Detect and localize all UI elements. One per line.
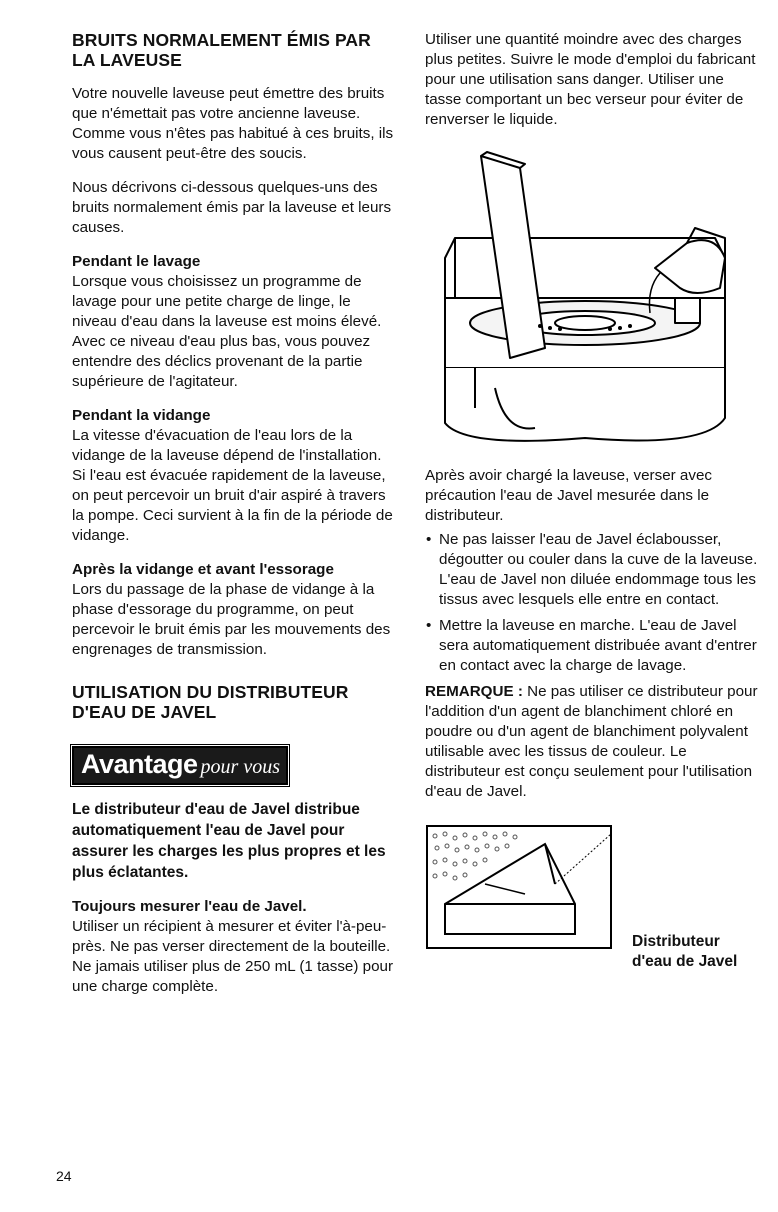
paragraph-essorage: Lors du passage de la phase de vidange à la phase d'essorage du programme, on peut percevoir le bruit émis par les mouvements des engrenages de transmission. — [72, 581, 391, 658]
banner-main-text: Avantage — [81, 749, 198, 779]
left-column — [72, 30, 394, 1011]
bold-paragraph: Le distributeur d'eau de Javel distribue automatiquement l'eau de Javel pour assurer les charges les plus propres et les plus éclatantes. — [72, 801, 386, 881]
washer-illustration — [425, 148, 760, 448]
dispenser-callout-label: Distributeur d'eau de Javel — [632, 933, 738, 970]
subheading-lavage: Pendant le lavage — [72, 253, 201, 270]
right-paragraph-1: Utiliser une quantité moindre avec des charges plus petites. Suivre le mode d'emploi du fabricant pour une utilisation sans danger. Utiliser une tasse comportant un bec verseur pour éviter de renverser le liquide. — [425, 31, 756, 128]
avantage-banner — [72, 746, 288, 785]
remarque-label: REMARQUE : — [425, 683, 523, 700]
right-paragraph-2: Après avoir chargé la laveuse, verser avec précaution l'eau de Javel mesurée dans le distributeur. — [425, 467, 713, 524]
remarque-text: Ne pas utiliser ce distributeur pour l'addition d'un agent de blanchiment chloré en poudre ou d'un agent de blanchiment polyvalent utilisable avec les tissus de couleur. Le distributeur est conçu seulement pour l'utilisation d'eau de Javel. — [425, 683, 758, 800]
intro-paragraph-1: Votre nouvelle laveuse peut émettre des bruits que n'émettait pas votre ancienne laveuse. Comme vous n'êtes pas habitué à ces bruits, ils vous causent peut-être des soucis. — [72, 85, 394, 162]
list-item: • Ne pas laisser l'eau de Javel éclabousser, dégoutter ou couler dans la cuve de la laveuse. L'eau de Javel non diluée endommage tous les tissus avec lesquels elle entre en contact. — [425, 530, 760, 610]
banner-script-text: pour vous — [200, 756, 280, 778]
page-number: 24 — [56, 1168, 72, 1184]
subheading-mesurer: Toujours mesurer l'eau de Javel. — [72, 898, 307, 915]
intro-paragraph-2: Nous décrivons ci-dessous quelques-uns des bruits normalement émis par la laveuse et leurs causes. — [72, 179, 392, 236]
subheading-vidange: Pendant la vidange — [72, 407, 211, 424]
right-column — [425, 30, 760, 952]
paragraph-lavage: Lorsque vous choisissez un programme de lavage pour une petite charge de linge, le niveau d'eau dans la laveuse est moins élevé. Avec ce niveau d'eau plus bas, vous pouvez entendre des déclics provenant de la partie supérieure de l'agitateur. — [72, 273, 382, 390]
subheading-essorage: Après la vidange et avant l'essorage — [72, 561, 334, 578]
remarque-paragraph — [425, 682, 760, 802]
heading-bruits: BRUITS NORMALEMENT ÉMIS PAR LA LAVEUSE — [72, 30, 371, 70]
dispenser-illustration — [425, 824, 615, 952]
paragraph-mesurer: Utiliser un récipient à mesurer et éviter l'à-peu-près. Ne pas verser directement de la bouteille. Ne jamais utiliser plus de 250 mL (1 tasse) pour une charge complète. — [72, 918, 394, 995]
paragraph-vidange: La vitesse d'évacuation de l'eau lors de la vidange de la laveuse dépend de l'installation. Si l'eau est évacuée rapidement de la laveuse, on peut percevoir un bruit d'air aspiré à travers la pompe. Ceci survient à la fin de la période de vidange. — [72, 427, 393, 544]
list-item: • Mettre la laveuse en marche. L'eau de Javel sera automatiquement distribuée avant d'entrer en contact avec la charge de lavage. — [425, 616, 760, 676]
heading-distributeur: UTILISATION DU DISTRIBUTEUR D'EAU DE JAVEL — [72, 682, 349, 722]
instructions-list — [425, 530, 760, 676]
